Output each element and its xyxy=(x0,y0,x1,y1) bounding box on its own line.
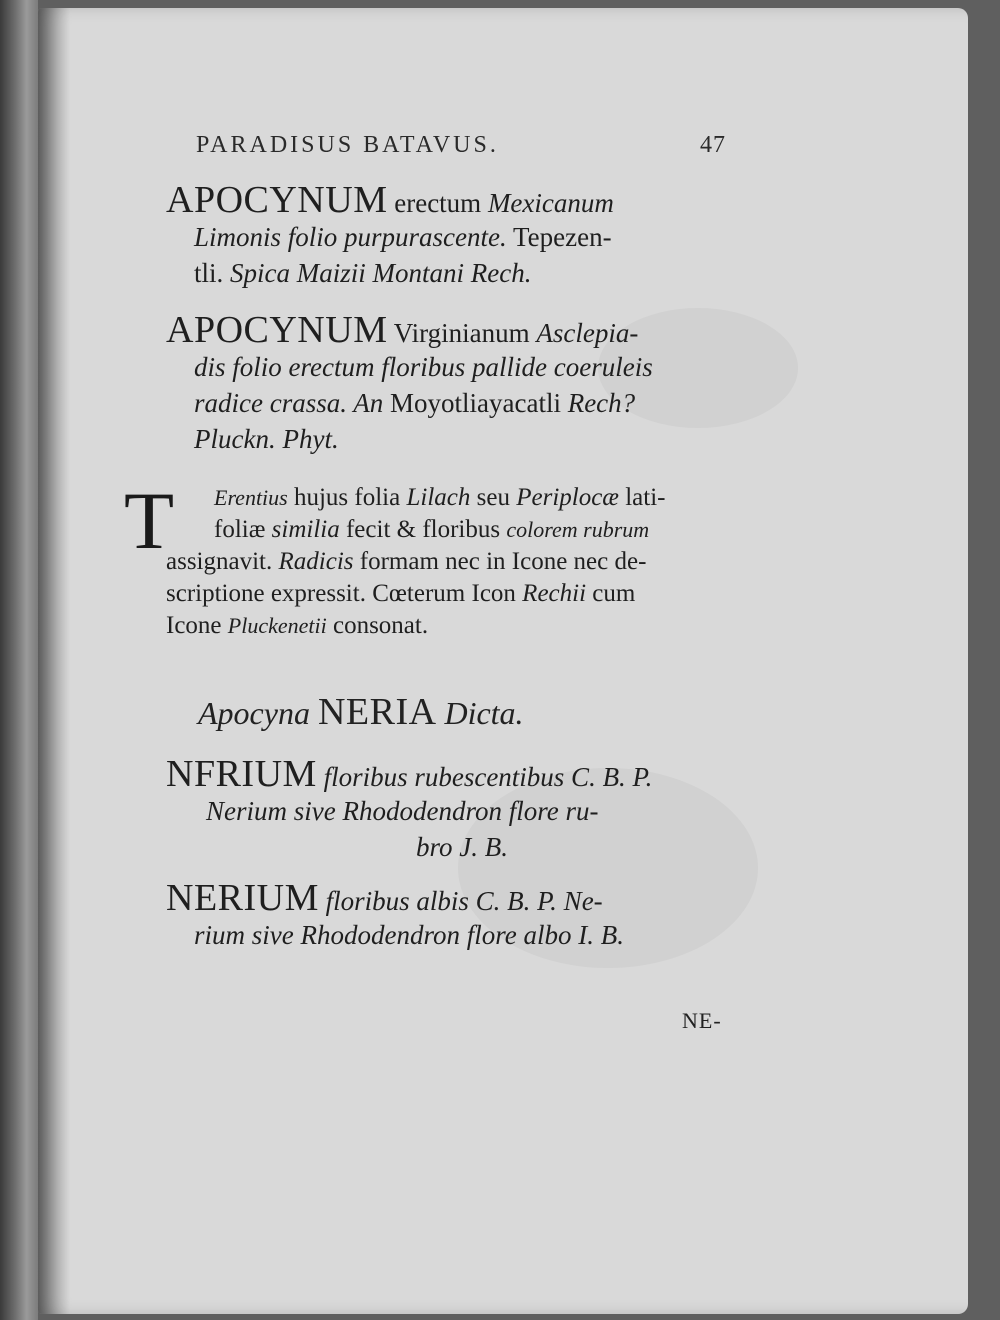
text-line xyxy=(194,352,653,383)
text-run: consonat. xyxy=(326,612,429,639)
text-run: scriptione expressit. Cœterum Icon xyxy=(166,580,523,607)
italic-run: Mexicanum xyxy=(487,188,614,218)
italic-run: Rech? xyxy=(567,388,636,418)
italic-run: colorem rubrum xyxy=(506,517,650,542)
catchword: NE- xyxy=(682,1008,722,1033)
italic-run: Spica Maizii Montani Rech. xyxy=(230,258,532,288)
commentary-paragraph xyxy=(166,484,746,654)
italic-run: Erentius xyxy=(214,485,288,510)
spine-shadow xyxy=(38,8,70,1314)
italic-run: Limonis folio purpurascente. xyxy=(194,222,507,252)
text-line xyxy=(166,876,603,920)
drop-cap: T xyxy=(124,475,175,566)
text-run: cum xyxy=(586,580,636,607)
book-page xyxy=(38,8,968,1314)
text-run: Virginianum xyxy=(387,318,537,348)
entry-nerium-albis xyxy=(166,876,746,956)
text-run: Moyotliayacatli xyxy=(390,388,568,418)
italic-run: Pluckn. Phyt. xyxy=(194,424,339,454)
entry-nerium-rubescentibus xyxy=(166,752,746,872)
italic-run: Periplocæ xyxy=(516,484,619,511)
text-run: tli. xyxy=(194,258,231,288)
page-header xyxy=(196,128,726,168)
text-line xyxy=(166,548,646,576)
text-run: foliæ xyxy=(214,516,272,543)
italic-run: rium sive Rhododendron flore albo I. B. xyxy=(194,920,624,950)
entry-apocynum-virginianum xyxy=(166,308,746,468)
text-run: assignavit. xyxy=(166,548,279,575)
text-run: lati- xyxy=(618,484,666,511)
entry-title: NFRIUM xyxy=(166,753,317,795)
italic-run: Pluckenetii xyxy=(227,613,327,638)
italic-run: Rechii xyxy=(522,580,587,607)
text-line xyxy=(194,258,531,289)
heading-caps: NERIA xyxy=(317,691,445,733)
running-title: PARADISUS BATAVUS. xyxy=(196,132,499,158)
italic-run: dis folio erectum floribus pallide coeruleis xyxy=(194,352,653,382)
text-run: formam nec in Icone nec de- xyxy=(353,548,647,575)
text-line xyxy=(194,920,624,951)
italic-run: floribus rubescentibus C. B. P. xyxy=(316,762,653,792)
italic-run: Radicis xyxy=(278,548,354,575)
italic-run: floribus albis C. B. P. Ne- xyxy=(318,886,603,916)
text-line xyxy=(194,424,339,455)
text-line xyxy=(166,752,652,796)
text-line xyxy=(206,796,598,827)
italic-run: Apocyna xyxy=(198,695,318,731)
text-run: seu xyxy=(470,484,517,511)
text-line xyxy=(194,222,612,253)
italic-run: Lilach xyxy=(406,484,471,511)
italic-run: similia xyxy=(271,516,340,543)
italic-run: radice crassa. An xyxy=(194,388,390,418)
text-line xyxy=(214,484,666,512)
text-run: Icone xyxy=(166,612,228,639)
text-run: erectum xyxy=(387,188,488,218)
entry-title: NERIUM xyxy=(166,877,319,919)
text-line xyxy=(166,308,638,352)
text-line xyxy=(214,516,649,544)
text-line xyxy=(166,580,635,608)
italic-run: bro J. B. xyxy=(416,832,508,862)
entry-title: APOCYNUM xyxy=(166,309,388,351)
italic-run: Dicta. xyxy=(444,695,524,731)
text-run: Tepezen- xyxy=(506,222,612,252)
entry-title: APOCYNUM xyxy=(166,179,388,221)
section-heading xyxy=(198,690,524,734)
italic-run: Asclepia- xyxy=(536,318,639,348)
text-run: fecit & floribus xyxy=(339,516,507,543)
text-line xyxy=(416,832,508,863)
text-run: hujus folia xyxy=(287,484,407,511)
page-number: 47 xyxy=(700,132,726,158)
text-line xyxy=(194,388,635,419)
text-line xyxy=(166,612,428,640)
italic-run: Nerium sive Rhododendron flore ru- xyxy=(206,796,599,826)
text-line xyxy=(166,178,614,222)
entry-apocynum-mexicanum xyxy=(166,178,746,288)
left-page-edge xyxy=(0,0,38,1320)
